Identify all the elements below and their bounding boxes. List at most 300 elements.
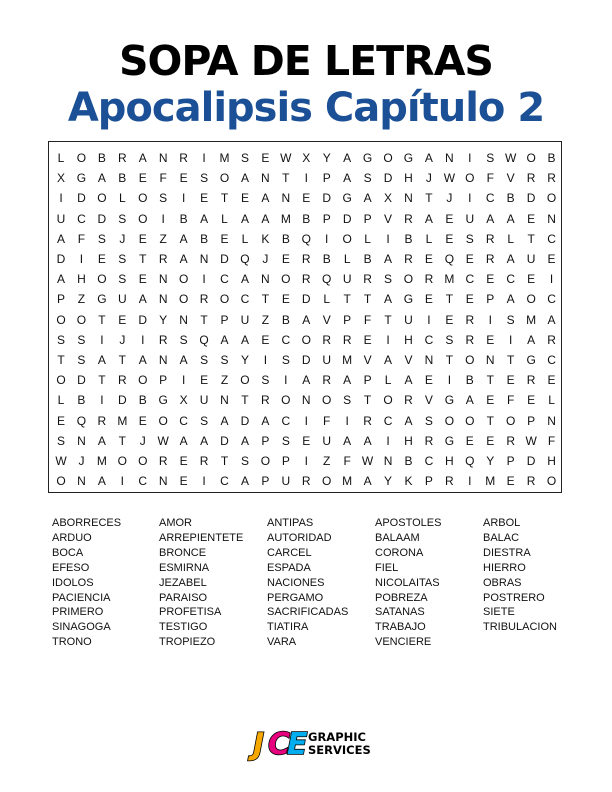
grid-letter: S: [281, 353, 290, 367]
grid-letter: U: [322, 353, 332, 367]
grid-letter: A: [302, 373, 311, 388]
word-list-item: BALAC: [483, 531, 520, 544]
grid-letter: R: [424, 433, 434, 448]
grid-letter: J: [262, 252, 269, 266]
grid-letter: E: [220, 231, 229, 246]
grid-row: [49, 330, 563, 350]
grid-letter: A: [97, 353, 106, 367]
grid-letter: L: [241, 231, 249, 246]
grid-letter: Z: [77, 292, 86, 307]
grid-row: [49, 249, 563, 269]
grid-letter: E: [118, 312, 127, 327]
grid-letter: Y: [384, 474, 393, 489]
grid-letter: S: [179, 332, 188, 347]
grid-letter: N: [77, 433, 86, 448]
grid-letter: T: [139, 252, 147, 266]
grid-letter: N: [158, 353, 168, 367]
grid-letter: T: [363, 292, 372, 307]
grid-letter: R: [404, 252, 413, 266]
grid-letter: O: [56, 373, 66, 388]
grid-letter: I: [59, 191, 63, 206]
grid-letter: H: [547, 454, 556, 468]
word-list-item: VARA: [267, 636, 297, 649]
grid-letter: O: [342, 231, 352, 246]
grid-letter: O: [138, 373, 148, 388]
grid-letter: C: [281, 413, 291, 428]
grid-letter: C: [547, 353, 556, 367]
grid-letter: A: [179, 353, 188, 367]
grid-letter: E: [240, 191, 249, 206]
grid-letter: S: [506, 312, 515, 327]
grid-row: [49, 471, 563, 491]
grid-letter: E: [424, 292, 433, 307]
word-list-item: FIEL: [375, 561, 399, 574]
grid-letter: L: [57, 393, 65, 408]
grid-letter: O: [219, 171, 230, 186]
grid-letter: A: [240, 332, 249, 347]
grid-letter: S: [445, 332, 454, 347]
grid-letter: B: [77, 393, 86, 408]
grid-letter: D: [220, 433, 229, 448]
grid-row: [49, 390, 563, 410]
grid-letter: I: [488, 312, 492, 327]
grid-letter: E: [138, 171, 147, 186]
grid-letter: S: [384, 272, 393, 287]
grid-letter: G: [158, 393, 168, 408]
grid-letter: I: [509, 332, 513, 347]
grid-letter: C: [424, 332, 434, 347]
grid-letter: N: [424, 353, 434, 367]
grid-row: [49, 269, 563, 289]
grid-letter: P: [322, 171, 331, 186]
grid-letter: R: [445, 474, 454, 489]
grid-letter: S: [77, 353, 86, 367]
word-list-item: CARCEL: [267, 546, 312, 559]
grid-letter: W: [157, 433, 169, 448]
page-subtitle: Apocalipsis Capítulo 2: [67, 85, 545, 131]
word-list-item: SINAGOGA: [52, 621, 111, 634]
grid-letter: E: [179, 474, 188, 489]
grid-letter: R: [526, 373, 536, 388]
grid-letter: I: [120, 474, 124, 489]
grid-letter: D: [342, 211, 352, 226]
grid-letter: L: [425, 231, 433, 246]
grid-letter: S: [200, 171, 209, 186]
grid-letter: S: [343, 393, 352, 408]
grid-letter: J: [78, 454, 85, 468]
grid-letter: O: [76, 151, 87, 165]
word-list-item: PROFETISA: [159, 606, 222, 619]
grid-letter: G: [97, 292, 107, 307]
grid-letter: A: [424, 151, 433, 165]
grid-letter: O: [546, 191, 557, 206]
grid-letter: A: [220, 332, 229, 347]
grid-letter: N: [220, 393, 229, 408]
grid-letter: I: [468, 151, 472, 165]
grid-letter: B: [97, 151, 106, 165]
grid-letter: T: [425, 191, 433, 206]
grid-letter: L: [364, 231, 371, 246]
grid-letter: R: [506, 433, 515, 448]
grid-letter: E: [506, 474, 515, 489]
grid-letter: I: [468, 191, 472, 206]
grid-letter: S: [77, 332, 86, 347]
grid-letter: E: [445, 231, 454, 246]
grid-letter: Q: [301, 231, 311, 246]
grid-row: [49, 148, 563, 168]
word-list-item: ABORRECES: [52, 517, 122, 529]
grid-letter: T: [486, 413, 494, 428]
grid-letter: F: [363, 312, 372, 327]
grid-letter: F: [547, 433, 556, 448]
word-list-item: ESMIRNA: [159, 561, 210, 574]
grid-letter: B: [363, 252, 372, 266]
grid-letter: P: [261, 474, 270, 489]
grid-letter: O: [138, 191, 148, 206]
letter-grid: [48, 141, 562, 493]
grid-letter: A: [506, 252, 515, 266]
grid-letter: S: [281, 433, 290, 448]
grid-letter: N: [261, 171, 270, 186]
grid-letter: E: [465, 292, 474, 307]
grid-letter: A: [363, 474, 372, 489]
grid-letter: T: [220, 191, 229, 206]
grid-letter: E: [138, 413, 147, 428]
grid-letter: U: [240, 312, 250, 327]
grid-letter: N: [158, 272, 168, 287]
grid-letter: D: [383, 171, 393, 186]
grid-letter: W: [361, 454, 374, 468]
grid-letter: N: [445, 151, 454, 165]
grid-letter: E: [97, 252, 106, 266]
grid-letter: O: [281, 272, 291, 287]
grid-letter: A: [138, 353, 147, 367]
grid-letter: Q: [444, 252, 455, 266]
logo-text-graphic: GRAPHIC: [308, 730, 366, 744]
grid-letter: P: [322, 211, 331, 226]
grid-letter: E: [424, 373, 433, 388]
grid-letter: G: [403, 292, 414, 307]
grid-letter: H: [404, 171, 413, 186]
grid-letter: Z: [261, 312, 270, 327]
grid-letter: E: [486, 272, 495, 287]
grid-letter: P: [281, 454, 290, 468]
grid-letter: R: [404, 393, 413, 408]
grid-letter: N: [179, 312, 188, 327]
word-list-item: NICOLAITAS: [375, 576, 440, 589]
word-list-item: TRABAJO: [375, 621, 426, 634]
grid-letter: A: [343, 151, 352, 165]
grid-letter: K: [261, 231, 270, 246]
grid-letter: C: [138, 474, 148, 489]
grid-letter: C: [383, 413, 393, 428]
grid-letter: E: [179, 171, 188, 186]
grid-letter: F: [323, 413, 331, 428]
grid-row: [49, 310, 563, 330]
grid-letter: V: [506, 171, 515, 186]
word-list-item: HIERRO: [483, 561, 526, 574]
grid-letter: C: [281, 332, 291, 347]
grid-letter: R: [342, 332, 352, 347]
grid-letter: D: [301, 292, 311, 307]
grid-letter: T: [261, 292, 270, 307]
grid-letter: O: [546, 474, 557, 489]
grid-letter: U: [526, 252, 536, 266]
grid-letter: E: [56, 413, 65, 428]
grid-letter: D: [240, 413, 250, 428]
word-list-item: ARREPIENTETE: [159, 531, 244, 544]
grid-letter: Q: [199, 332, 209, 347]
grid-letter: E: [179, 454, 188, 468]
grid-row: [49, 350, 563, 370]
grid-letter: A: [343, 373, 352, 388]
grid-letter: I: [202, 474, 206, 489]
grid-letter: S: [240, 151, 249, 165]
grid-letter: A: [424, 211, 433, 226]
grid-letter: G: [444, 393, 455, 408]
grid-letter: R: [301, 252, 311, 266]
grid-letter: E: [527, 211, 536, 226]
word-list-item: TROPIEZO: [159, 636, 216, 649]
grid-letter: T: [486, 373, 494, 388]
word-list-item: IDOLOS: [52, 576, 94, 589]
grid-letter: O: [56, 312, 66, 327]
grid-letter: T: [98, 312, 106, 327]
word-list-item: TESTIGO: [159, 621, 208, 634]
grid-letter: L: [57, 151, 65, 165]
grid-letter: O: [465, 353, 475, 367]
grid-letter: N: [301, 393, 311, 408]
grid-letter: O: [138, 454, 148, 468]
grid-letter: D: [301, 353, 311, 367]
grid-letter: A: [384, 252, 393, 266]
grid-letter: J: [119, 332, 126, 347]
grid-letter: I: [263, 353, 268, 367]
grid-letter: S: [56, 332, 65, 347]
grid-letter: C: [77, 211, 86, 226]
grid-letter: T: [98, 373, 106, 388]
grid-letter: E: [465, 252, 474, 266]
grid-letter: I: [427, 312, 431, 327]
grid-letter: X: [384, 191, 393, 206]
grid-letter: O: [506, 413, 516, 428]
grid-letter: A: [138, 292, 147, 307]
word-list-item: BALAAM: [375, 531, 420, 544]
word-list-item: JEZABEL: [159, 576, 207, 589]
grid-letter: I: [304, 171, 308, 186]
grid-letter: O: [465, 171, 475, 186]
grid-letter: A: [261, 191, 270, 206]
grid-letter: O: [383, 393, 393, 408]
grid-letter: G: [76, 171, 87, 186]
grid-letter: A: [261, 211, 270, 226]
grid-letter: R: [97, 413, 107, 428]
grid-letter: Q: [322, 272, 332, 287]
grid-letter: N: [547, 211, 556, 226]
grid-letter: B: [547, 151, 556, 165]
grid-letter: I: [100, 393, 104, 408]
grid-letter: A: [261, 413, 270, 428]
grid-letter: A: [200, 433, 209, 448]
grid-letter: R: [261, 393, 270, 408]
grid-letter: B: [465, 373, 474, 388]
grid-letter: R: [301, 272, 311, 287]
grid-letter: X: [179, 393, 188, 408]
grid-letter: C: [179, 413, 188, 428]
word-list-item: DIESTRA: [483, 546, 531, 559]
word-list-item: EFESO: [52, 561, 90, 574]
grid-letter: A: [302, 312, 311, 327]
grid-letter: M: [342, 353, 353, 367]
grid-letter: E: [465, 433, 474, 448]
grid-letter: V: [424, 393, 433, 408]
grid-letter: I: [386, 231, 390, 246]
grid-letter: O: [178, 272, 189, 287]
word-list-item: AUTORIDAD: [267, 531, 332, 544]
grid-letter: I: [141, 332, 145, 347]
grid-letter: I: [161, 211, 165, 226]
grid-letter: E: [281, 292, 290, 307]
grid-letter: D: [526, 454, 536, 468]
grid-letter: D: [220, 252, 229, 266]
grid-letter: O: [322, 474, 332, 489]
grid-letter: A: [506, 292, 515, 307]
grid-letter: R: [158, 332, 168, 347]
grid-letter: E: [424, 252, 433, 266]
word-list-item: NACIONES: [267, 576, 325, 589]
grid-letter: O: [97, 191, 107, 206]
grid-letter: B: [118, 171, 127, 186]
grid-letter: R: [158, 454, 168, 468]
grid-letter: S: [424, 413, 433, 428]
grid-letter: E: [486, 332, 495, 347]
word-list-item: BOCA: [52, 546, 84, 559]
grid-letter: O: [76, 312, 87, 327]
grid-letter: T: [200, 312, 208, 327]
grid-letter: R: [526, 474, 536, 489]
grid-letter: S: [261, 373, 270, 388]
grid-letter: I: [181, 373, 186, 388]
grid-letter: V: [384, 211, 393, 226]
grid-letter: S: [118, 272, 127, 287]
grid-letter: A: [240, 272, 249, 287]
grid-letter: Z: [220, 373, 229, 388]
grid-letter: E: [363, 332, 372, 347]
grid-letter: T: [445, 353, 454, 367]
grid-letter: T: [118, 353, 126, 367]
grid-letter: N: [281, 191, 291, 206]
grid-letter: A: [527, 332, 536, 347]
word-list-item: PRIMERO: [52, 606, 104, 619]
grid-letter: M: [117, 413, 128, 428]
grid-letter: Z: [159, 231, 167, 246]
grid-letter: S: [159, 191, 168, 206]
grid-letter: A: [384, 292, 393, 307]
grid-letter: E: [200, 191, 209, 206]
grid-row: [49, 370, 563, 390]
grid-letter: M: [219, 151, 230, 165]
grid-letter: R: [322, 332, 332, 347]
grid-letter: O: [444, 413, 455, 428]
grid-letter: A: [343, 171, 352, 186]
grid-letter: O: [56, 474, 66, 489]
grid-letter: R: [199, 292, 209, 307]
page-title: SOPA DE LETRAS: [119, 37, 493, 85]
grid-letter: N: [261, 272, 270, 287]
grid-letter: B: [138, 393, 147, 408]
grid-letter: E: [506, 373, 515, 388]
word-list-item: CORONA: [375, 546, 424, 559]
grid-letter: P: [343, 312, 352, 327]
grid-letter: A: [97, 171, 106, 186]
grid-letter: J: [139, 433, 146, 448]
grid-letter: Y: [240, 353, 249, 367]
grid-letter: R: [363, 413, 372, 428]
grid-letter: N: [158, 474, 168, 489]
grid-letter: A: [343, 433, 352, 448]
grid-letter: D: [77, 191, 86, 206]
grid-letter: P: [486, 292, 495, 307]
grid-letter: M: [526, 312, 537, 327]
grid-letter: P: [506, 454, 515, 468]
grid-letter: U: [465, 211, 475, 226]
grid-letter: M: [342, 474, 353, 489]
grid-letter: L: [507, 231, 515, 246]
grid-letter: J: [446, 191, 453, 206]
grid-letter: U: [117, 292, 127, 307]
grid-letter: W: [505, 151, 517, 165]
grid-letter: R: [526, 171, 536, 186]
word-list-item: VENCIERE: [375, 636, 432, 649]
grid-letter: E: [547, 373, 556, 388]
grid-letter: T: [384, 312, 392, 327]
grid-letter: D: [97, 211, 107, 226]
grid-letter: E: [547, 252, 556, 266]
grid-letter: A: [240, 171, 249, 186]
grid-letter: P: [261, 433, 270, 448]
grid-letter: A: [138, 151, 147, 165]
grid-letter: G: [403, 151, 414, 165]
grid-letter: M: [485, 474, 496, 489]
word-list-item: APOSTOLES: [375, 517, 442, 529]
grid-letter: D: [322, 191, 332, 206]
grid-letter: I: [304, 413, 308, 428]
grid-letter: E: [261, 332, 270, 347]
logo-letter-c: C: [268, 727, 291, 762]
grid-letter: D: [138, 312, 148, 327]
grid-letter: I: [468, 474, 472, 489]
word-list-item: POSTRERO: [483, 591, 545, 604]
grid-letter: C: [547, 231, 556, 246]
grid-letter: V: [404, 353, 413, 367]
grid-letter: L: [323, 292, 331, 307]
grid-letter: M: [96, 454, 107, 468]
grid-letter: A: [240, 211, 249, 226]
grid-letter: T: [527, 231, 535, 246]
grid-letter: L: [384, 373, 392, 388]
grid-letter: N: [199, 252, 209, 266]
grid-letter: V: [322, 312, 331, 327]
grid-letter: C: [424, 454, 434, 468]
grid-letter: E: [138, 272, 147, 287]
grid-letter: O: [240, 373, 250, 388]
grid-letter: E: [486, 393, 495, 408]
grid-letter: E: [302, 433, 311, 448]
grid-letter: A: [97, 433, 106, 448]
grid-letter: E: [261, 151, 270, 165]
grid-letter: D: [56, 252, 66, 266]
grid-letter: N: [485, 353, 495, 367]
